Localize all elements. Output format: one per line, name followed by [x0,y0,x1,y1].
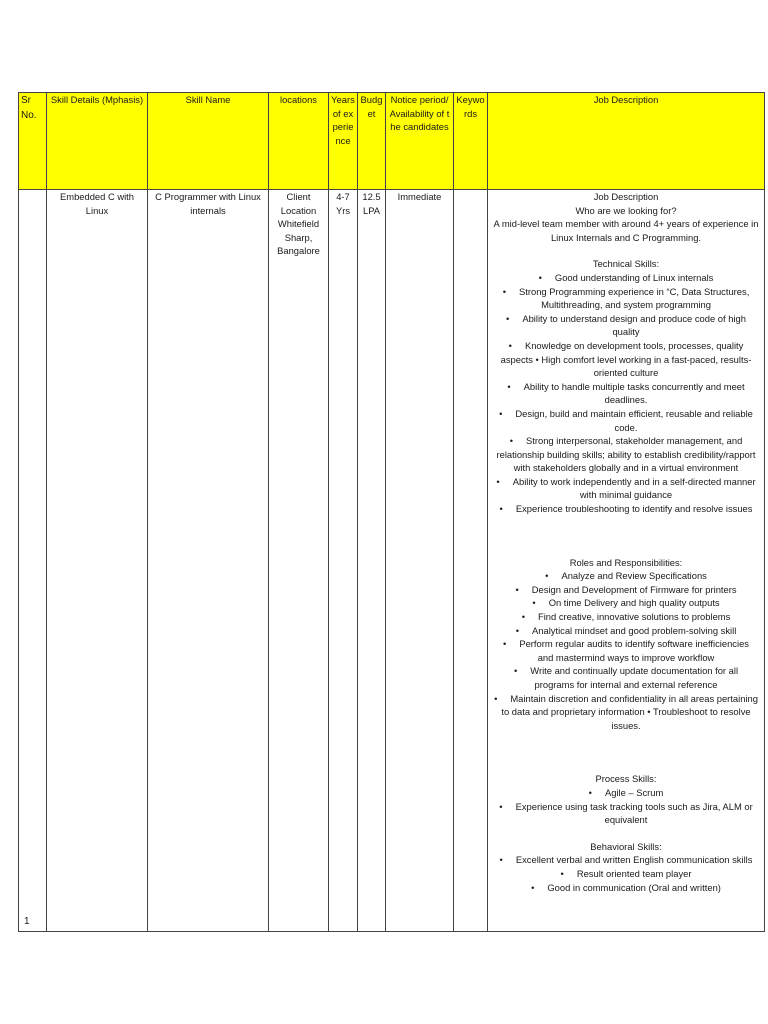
list-item [490,271,762,285]
list-item [490,637,762,664]
list-item-text: Ability to handle multiple tasks concurrently and meet deadlines. [523,380,745,406]
bullet-icon: • [545,570,562,582]
list-item [490,407,762,434]
bullet-icon: • [532,597,549,609]
list-item-text: Ability to work independently and in a self-directed manner with minimal guidance [512,475,756,501]
list-item [490,312,762,339]
list-item [490,569,762,583]
header-skill-name: Skill Name [148,93,269,190]
header-locations: locations [269,93,329,190]
header-sr-no: Sr No. [19,93,47,190]
list-item [490,583,762,597]
list-item [490,692,762,733]
header-notice-period: Notice period/Availability of the candidates [386,93,454,190]
bullet-icon: • [499,854,516,866]
header-budget: Budget [358,93,386,190]
cell-skill-details: Embedded C with Linux [47,190,148,932]
list-item-text: Write and continually update documentation for all programs for internal and external reference [530,665,739,690]
bullet-icon: • [499,503,516,515]
list-item-text: Find creative, innovative solutions to problems [538,611,731,623]
bullet-icon: • [503,638,520,650]
cell-budget: 12.5 LPA [358,190,386,932]
cell-keywords [454,190,488,932]
bullet-icon: • [531,881,548,893]
jd-title: Job Description [593,191,659,202]
bullet-icon: • [507,380,524,392]
list-item-text: Knowledge on development tools, processes, quality aspects • High comfort level working in a fast-paced, results-oriented culture [500,339,752,379]
process-skills-list [490,786,762,827]
list-item-text: Ability to understand design and produce code of high quality [522,312,746,338]
list-item [490,624,762,638]
roles-list [490,569,762,732]
behavioral-skills-heading: Behavioral Skills: [590,840,662,852]
cell-location: Client Location Whitefield Sharp, Bangalore [269,190,329,932]
list-item [490,664,762,691]
list-item [490,380,762,407]
list-item [490,610,762,624]
list-item [490,881,762,895]
header-years-experience: Years of experience [329,93,358,190]
header-row [19,93,765,190]
list-item-text: Experience troubleshooting to identify and resolve issues [515,503,753,515]
bullet-icon: • [509,435,527,447]
bullet-icon: • [521,611,538,623]
bullet-icon: • [496,475,513,487]
bullet-icon: • [560,867,577,879]
header-keywords: Keywords [454,93,488,190]
list-item-text: Analyze and Review Specifications [561,570,707,582]
jd-who: Who are we looking for? [575,204,677,216]
list-item-text: Result oriented team player [576,867,692,879]
bullet-icon: • [508,339,525,351]
list-item-text: Agile – Scrum [604,786,664,798]
cell-years: 4-7 Yrs [329,190,358,932]
jd-intro: A mid-level team member with around 4+ years of experience in Linux Internals and C Programming. [493,218,759,243]
header-skill-details: Skill Details (Mphasis) [47,93,148,190]
bullet-icon: • [499,800,516,812]
list-item [490,867,762,881]
behavioral-skills-list [490,853,762,894]
list-item-text: Maintain discretion and confidentiality in all areas pertaining to data and proprietary information • Troubleshoot to resolve issues. [501,692,758,731]
bullet-icon: • [506,312,523,324]
list-item [490,596,762,610]
process-skills-heading: Process Skills: [595,773,657,785]
cell-job-description [488,190,765,932]
roles-heading: Roles and Responsibilities: [569,556,683,568]
bullet-icon: • [515,624,533,636]
list-item-text: Excellent verbal and written English communication skills [515,854,753,866]
cell-sr-no [19,190,47,932]
list-item-text: Analytical mindset and good problem-solving skill [532,624,737,636]
bullet-icon: • [494,692,511,704]
list-item-text: Good understanding of Linux internals [554,271,714,283]
list-item-text: Design, build and maintain efficient, reusable and reliable code. [515,407,753,433]
list-item [490,800,762,827]
list-item [490,434,762,475]
technical-skills-list [490,271,762,516]
bullet-icon: • [499,407,516,419]
list-item [490,475,762,502]
header-job-description: Job Description [488,93,765,190]
list-item-text: Strong Programming experience in “C, Data Structures, Multithreading, and system programming [519,285,750,311]
bullet-icon: • [502,285,519,297]
list-item-text: Good in communication (Oral and written) [547,881,721,893]
sr-number: 1 [24,916,30,928]
bullet-icon: • [515,583,532,595]
bullet-icon: • [538,271,555,283]
list-item [490,502,762,516]
bullet-icon: • [513,665,531,677]
list-item-text: On time Delivery and high quality outputs [548,597,720,609]
technical-skills-heading: Technical Skills: [592,258,660,270]
list-item-text: Experience using task tracking tools such as Jira, ALM or equivalent [515,800,753,826]
table-row [19,190,765,932]
bullet-icon: • [588,786,605,798]
job-requirements-table [18,92,765,932]
cell-notice: Immediate [386,190,454,932]
list-item [490,853,762,867]
list-item [490,285,762,312]
list-item-text: Design and Development of Firmware for printers [531,583,737,595]
list-item-text: Perform regular audits to identify software inefficiencies and mastermind ways to improve workflow [519,638,749,663]
cell-skill-name: C Programmer with Linux internals [148,190,269,932]
list-item-text: Strong interpersonal, stakeholder management, and relationship building skills; ability to establish credibility/rapport with stakeholders globally and in a virtual environment [496,435,756,474]
list-item [490,786,762,800]
list-item [490,339,762,380]
